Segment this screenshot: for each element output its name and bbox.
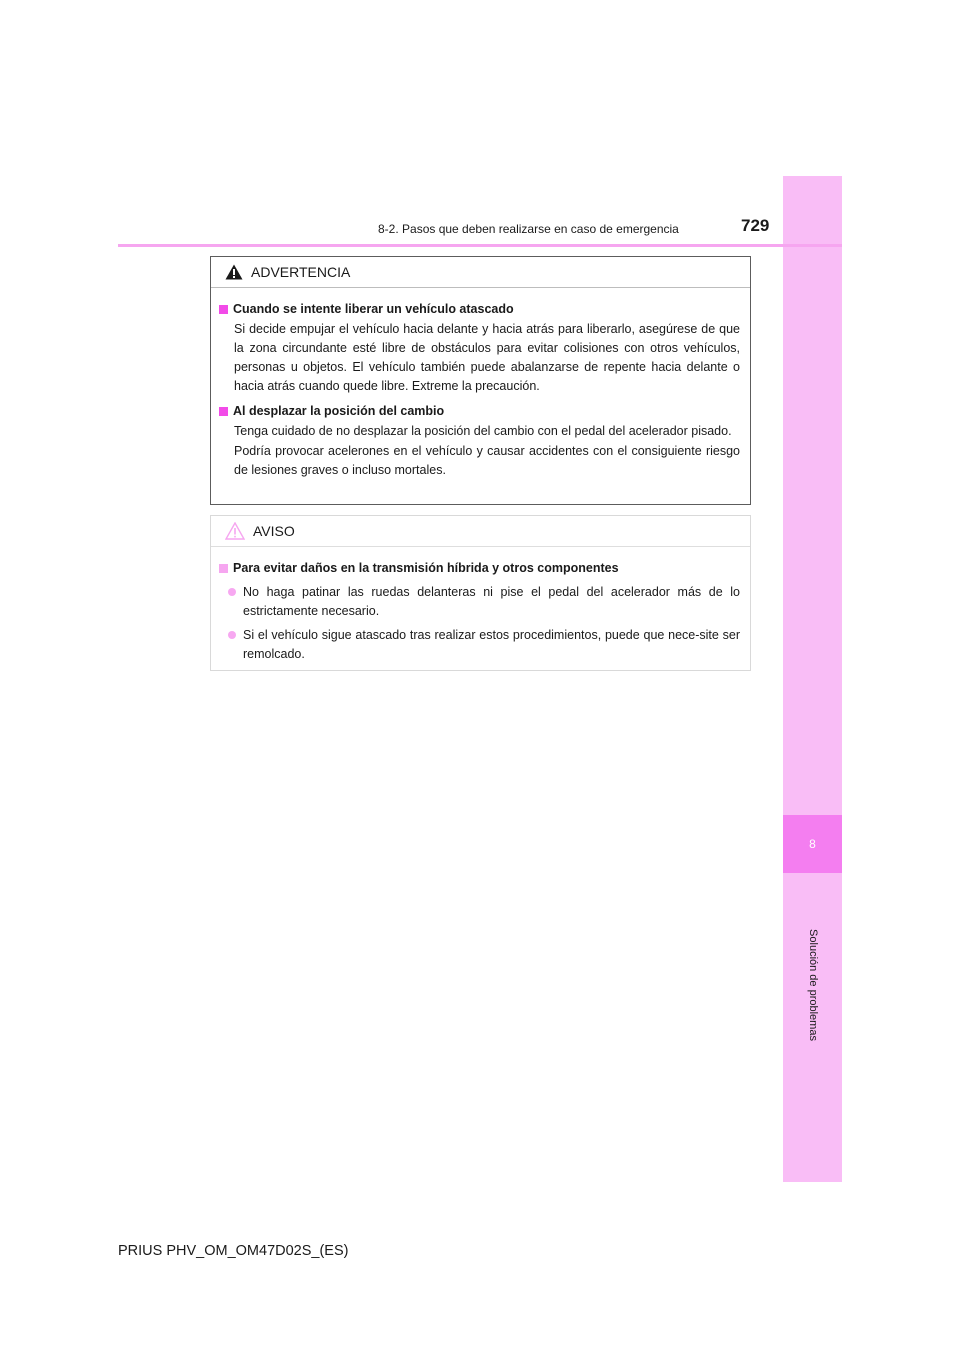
warning-section-text: Si decide empujar el vehículo hacia delante y hacia atrás para liberarlo, asegúrese de que la zona circundante esté libre de obstáculos para evitar colisiones con otros vehículos, personas u objetos. El vehículo también puede abalanzarse de repente hacia delante o hacia atrás cuando quede libre. Extreme la precaución. — [234, 322, 740, 393]
warning-box — [210, 256, 751, 505]
circle-bullet-icon — [228, 631, 236, 639]
square-bullet-icon — [219, 564, 228, 573]
square-bullet-icon — [219, 407, 228, 416]
list-item: Si el vehículo sigue atascado tras realizar estos procedimientos, puede que nece-site ser remolcado. — [219, 626, 740, 664]
square-bullet-icon — [219, 305, 228, 314]
caution-triangle-outline-icon — [225, 522, 245, 540]
document-id-footer: PRIUS PHV_OM_OM47D02S_(ES) — [118, 1243, 349, 1259]
notice-box-header — [211, 516, 750, 547]
chapter-number: 8 — [809, 837, 816, 851]
page-number: 729 — [741, 216, 770, 235]
section-header: 8-2. Pasos que deben realizarse en caso de emergencia — [378, 222, 679, 236]
warning-section-title: Al desplazar la posición del cambio — [219, 402, 740, 421]
warning-box-title: ADVERTENCIA — [251, 264, 351, 280]
warning-box-header — [211, 257, 750, 288]
warning-triangle-icon — [225, 264, 243, 280]
warning-section-text: Tenga cuidado de no desplazar la posición del cambio con el pedal del acelerador pisado. — [234, 424, 732, 438]
list-item: No haga patinar las ruedas delanteras ni pise el pedal del acelerador más de lo estrictamente necesario. — [219, 583, 740, 621]
chapter-title-vertical: Solución de problemas — [807, 929, 819, 1041]
chapter-number-box — [783, 815, 842, 873]
warning-section-title: Cuando se intente liberar un vehículo atascado — [219, 300, 740, 319]
warning-section-text: Podría provocar acelerones en el vehículo y causar accidentes con el consiguiente riesgo de lesiones graves o incluso mortales. — [234, 444, 740, 477]
circle-bullet-icon — [228, 588, 236, 596]
notice-section-title: Para evitar daños en la transmisión híbrida y otros componentes — [219, 559, 740, 578]
notice-box-title: AVISO — [253, 523, 295, 539]
header-divider — [118, 244, 842, 247]
notice-box — [210, 515, 751, 671]
